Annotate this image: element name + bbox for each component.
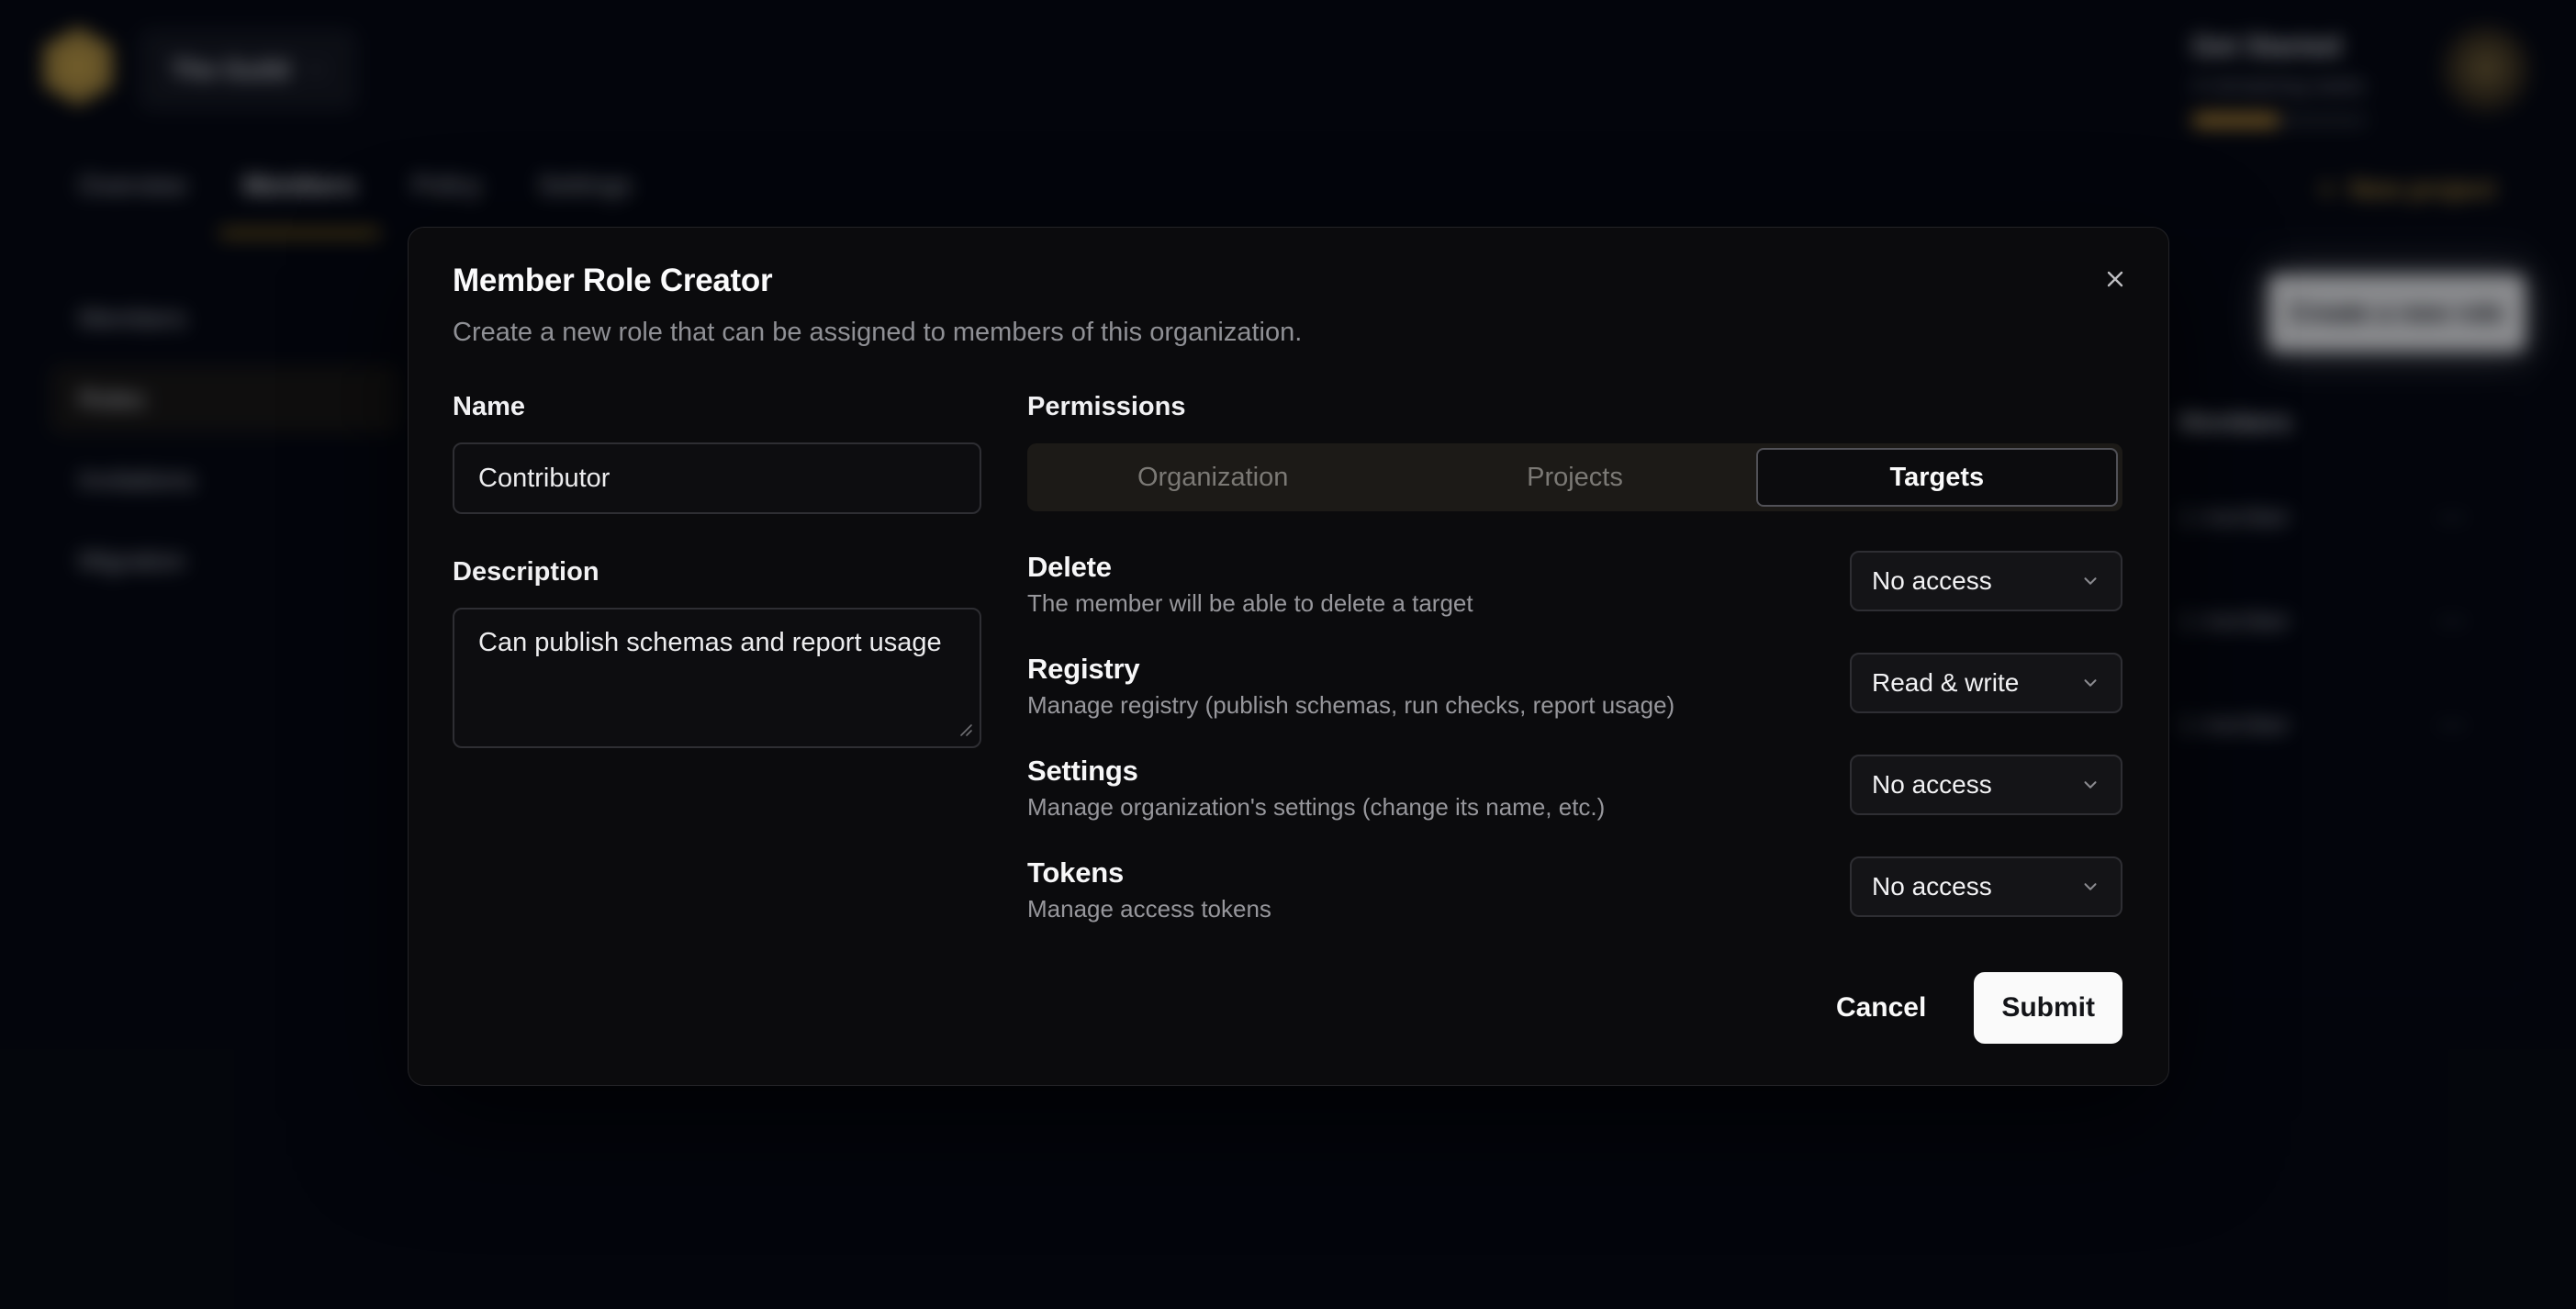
create-role-button[interactable]: Create a new role (2268, 274, 2526, 352)
tab-policy[interactable]: Policy (412, 171, 482, 199)
permission-description: Manage access tokens (1027, 895, 1271, 923)
delete-access-select[interactable] (1850, 551, 2122, 611)
permissions-section (1027, 392, 2122, 958)
permission-row-delete (1027, 551, 2122, 618)
chevron-down-icon (2080, 775, 2100, 795)
permission-text (1027, 755, 1605, 822)
permission-row-settings (1027, 755, 2122, 822)
close-button[interactable] (2095, 259, 2135, 299)
subnav-item-invitations[interactable]: Invitations (79, 465, 196, 494)
selected-value: Read & write (1872, 668, 2020, 697)
tab-overview[interactable]: Overview (79, 171, 186, 199)
tab-projects[interactable]: Projects (1527, 462, 1623, 492)
cancel-button[interactable]: Cancel (1812, 972, 1950, 1044)
resize-handle-icon[interactable] (958, 722, 973, 737)
chevron-down-icon (2080, 673, 2100, 693)
get-started-title: Get Started (2192, 31, 2341, 62)
registry-access-select[interactable] (1850, 653, 2122, 713)
permission-title: Registry (1027, 653, 1140, 685)
dialog-body (453, 392, 2122, 958)
member-role-creator-dialog (408, 227, 2169, 1086)
permission-description: The member will be able to delete a target (1027, 589, 1473, 617)
dialog-subtitle: Create a new role that can be assigned to members of this organization. (453, 318, 1303, 347)
permission-row-tokens (1027, 856, 2122, 923)
tab-settings[interactable]: Settings (538, 171, 632, 199)
row-menu-icon[interactable]: ⋯ (2437, 500, 2470, 533)
plus-icon: + (2317, 170, 2337, 207)
tab-members[interactable]: Members (242, 171, 356, 199)
selected-value: No access (1872, 566, 1992, 595)
row-menu-icon[interactable]: ⋯ (2437, 604, 2470, 637)
tokens-access-select[interactable] (1850, 856, 2122, 917)
selected-value: No access (1872, 770, 1992, 799)
submit-button[interactable]: Submit (1974, 972, 2122, 1044)
description-textarea[interactable] (453, 608, 981, 748)
permission-title: Delete (1027, 551, 1112, 583)
permission-row-registry (1027, 653, 2122, 720)
member-count: 1 member (2178, 606, 2290, 634)
permission-description: Manage registry (publish schemas, run checks, report usage) (1027, 691, 1675, 719)
permission-title: Tokens (1027, 856, 1125, 889)
close-icon (2101, 265, 2129, 293)
members-list-header: Members (2178, 408, 2291, 436)
subnav-item-members[interactable]: Members (79, 304, 186, 332)
permission-text (1027, 653, 1674, 720)
tab-targets[interactable]: Targets (1756, 448, 2118, 507)
dialog-title: Member Role Creator (453, 263, 773, 298)
role-form-left (453, 392, 981, 958)
new-project-label: New project (2349, 174, 2495, 203)
selected-value: No access (1872, 872, 1992, 901)
description-field-wrap (453, 608, 981, 748)
tab-organization[interactable]: Organization (1137, 462, 1289, 492)
permission-rows (1027, 551, 2122, 923)
settings-access-select[interactable] (1850, 755, 2122, 815)
member-count: 1 member (2178, 710, 2290, 738)
org-name: The Guild (171, 55, 290, 84)
permission-text (1027, 551, 1473, 618)
get-started-subtitle: 4 remaining tasks (2192, 73, 2366, 98)
name-input[interactable] (453, 442, 981, 514)
permissions-label: Permissions (1027, 392, 1186, 421)
name-label: Name (453, 392, 525, 421)
chevron-down-icon (2080, 877, 2100, 897)
description-label: Description (453, 557, 599, 587)
chevron-down-icon (2080, 571, 2100, 591)
permissions-scope-tabs (1027, 443, 2122, 511)
permission-text (1027, 856, 1271, 923)
dialog-actions (1812, 972, 2122, 1044)
permission-title: Settings (1027, 755, 1138, 787)
subnav-item-migration[interactable]: Migration (79, 546, 185, 575)
permission-description: Manage organization's settings (change its name, etc.) (1027, 793, 1606, 821)
member-count: 1 member (2178, 502, 2290, 531)
row-menu-icon[interactable]: ⋯ (2437, 708, 2470, 741)
subnav-item-roles[interactable]: Roles (50, 365, 399, 433)
